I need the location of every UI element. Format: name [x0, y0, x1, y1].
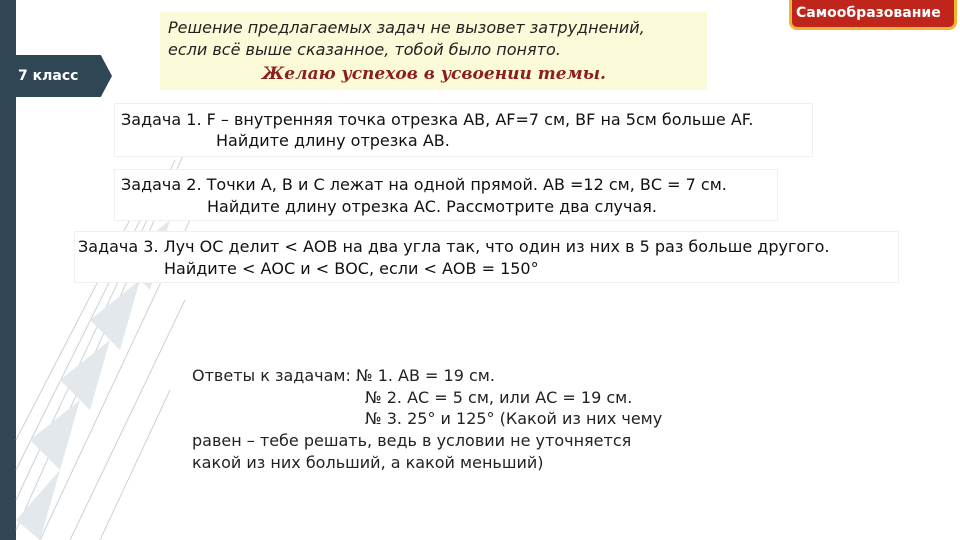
self-study-label: Самообразование — [796, 5, 941, 21]
answers-line-4: равен – тебе решать, ведь в условии не уточняется — [192, 431, 632, 450]
task-3-line-1: Задача 3. Луч ОС делит < АОВ на два угла так, что один из них в 5 раз больше другого. — [78, 237, 830, 256]
intro-line-2: если всё выше сказанное, тобой было понято. — [168, 40, 561, 59]
answers-line-3: № 3. 25° и 125° (Какой из них чему — [365, 409, 663, 428]
intro-line-1: Решение предлагаемых задач не вызовет затруднений, — [168, 18, 645, 37]
grade-label: 7 класс — [18, 68, 79, 84]
task-1-line-2: Найдите длину отрезка АВ. — [216, 131, 450, 150]
answers-line-2: № 2. АС = 5 см, или АС = 19 см. — [365, 388, 633, 407]
answers-line-1: Ответы к задачам: № 1. АВ = 19 см. — [192, 366, 495, 385]
task-1-line-1: Задача 1. F – внутренняя точка отрезка АВ, АF=7 см, ВF на 5см больше АF. — [121, 110, 754, 129]
answers-line-5: какой из них больший, а какой меньший) — [192, 453, 544, 472]
task-3-line-2: Найдите < АОС и < ВОС, если < АОВ = 150° — [164, 259, 539, 278]
task-2-line-2: Найдите длину отрезка АС. Рассмотрите два случая. — [207, 197, 657, 216]
task-2-line-1: Задача 2. Точки А, В и С лежат на одной прямой. АВ =12 см, ВС = 7 см. — [121, 175, 727, 194]
wish-text: Желаю успехов в усвоении темы. — [262, 64, 606, 84]
